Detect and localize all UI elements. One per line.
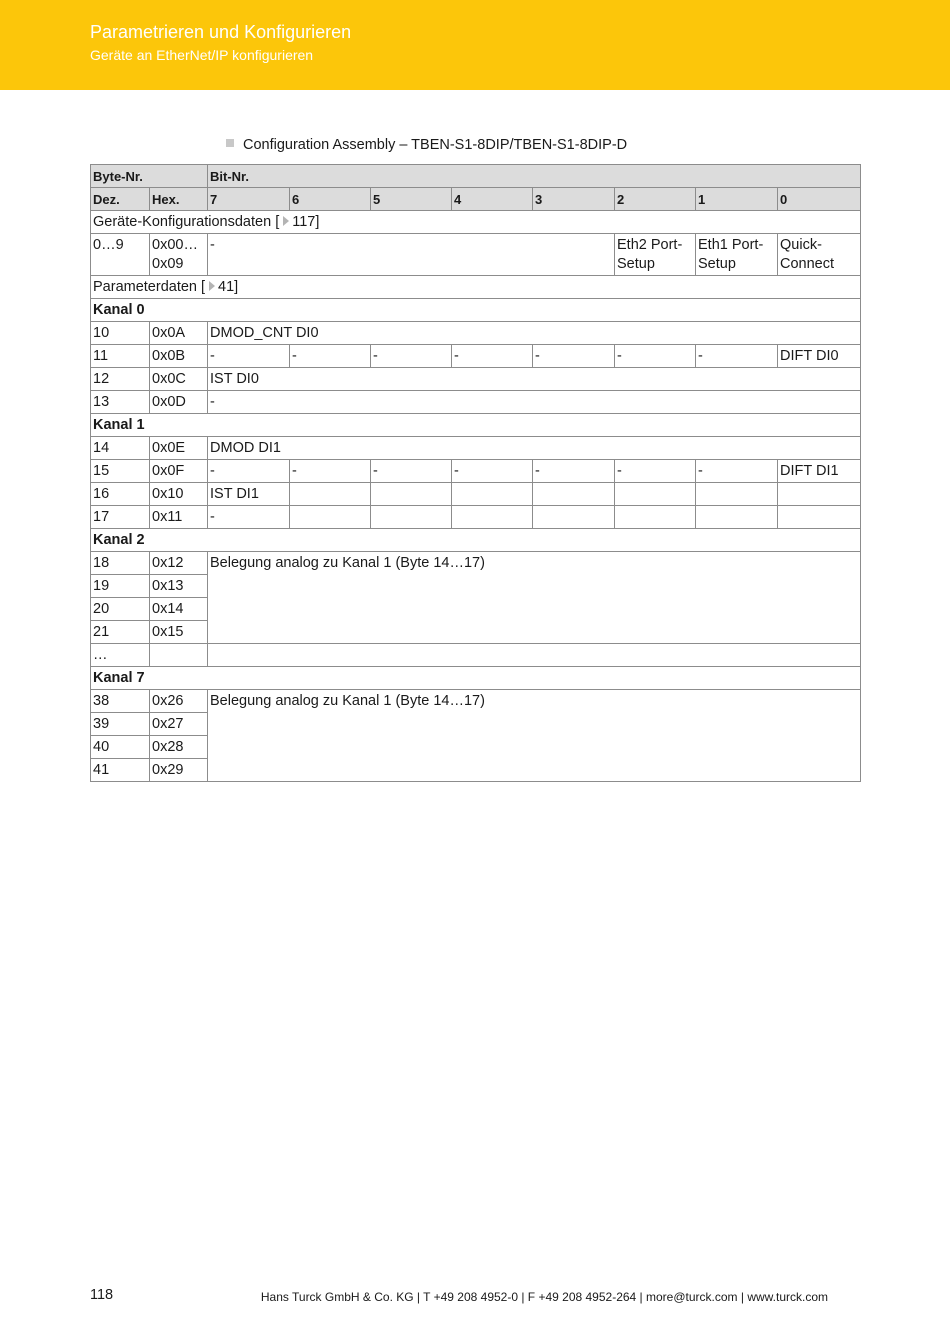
table-row bbox=[91, 437, 861, 460]
table-row bbox=[91, 506, 861, 529]
dez-cell: 16 bbox=[91, 483, 150, 506]
hex-cell: 0x15 bbox=[150, 621, 208, 644]
section-row-geraete bbox=[91, 211, 861, 234]
hex-cell: 0x11 bbox=[150, 506, 208, 529]
table-caption bbox=[226, 137, 627, 153]
table-row bbox=[91, 552, 861, 575]
bit-7-cell: IST DI1 bbox=[208, 483, 290, 506]
empty-cell bbox=[208, 644, 861, 667]
hex-cell: 0x0D bbox=[150, 391, 208, 414]
section-cell bbox=[91, 276, 861, 299]
group-label: Kanal 2 bbox=[91, 529, 861, 552]
table-row bbox=[91, 322, 861, 345]
bit-2-line-2: Setup bbox=[617, 256, 655, 272]
dez-cell: 41 bbox=[91, 759, 150, 782]
value-cell: - bbox=[208, 391, 861, 414]
bit-1-line-2: Setup bbox=[698, 256, 736, 272]
bit-0-line-1: Quick- bbox=[780, 237, 822, 253]
bit-6-header: 6 bbox=[290, 188, 371, 211]
header-row-2 bbox=[91, 188, 861, 211]
chapter-title: Parametrieren und Konfigurieren bbox=[90, 22, 352, 42]
bit-7-cell: - bbox=[208, 345, 290, 368]
table-row bbox=[91, 234, 861, 276]
hex-cell: 0x26 bbox=[150, 690, 208, 713]
hex-cell: 0x0E bbox=[150, 437, 208, 460]
page-number: 118 bbox=[90, 1287, 114, 1303]
bit-2-header: 2 bbox=[615, 188, 696, 211]
bit-0-cell: DIFT DI1 bbox=[778, 460, 861, 483]
value-cell: DMOD_CNT DI0 bbox=[208, 322, 861, 345]
configuration-assembly-table bbox=[90, 164, 861, 782]
bit-2-line-1: Eth2 Port- bbox=[617, 237, 683, 253]
bit-3-header: 3 bbox=[533, 188, 615, 211]
bit-5-cell: - bbox=[371, 345, 452, 368]
empty-cell bbox=[778, 483, 861, 506]
ellipsis-row bbox=[91, 644, 861, 667]
dez-cell: 11 bbox=[91, 345, 150, 368]
dez-cell: 13 bbox=[91, 391, 150, 414]
empty-cell bbox=[696, 483, 778, 506]
hex-cell: 0x29 bbox=[150, 759, 208, 782]
empty-cell bbox=[371, 483, 452, 506]
bit-6-cell: - bbox=[290, 460, 371, 483]
table-row bbox=[91, 368, 861, 391]
ref-bracket: [ bbox=[275, 214, 280, 230]
ref-bracket: [ bbox=[201, 279, 206, 295]
dez-cell: 15 bbox=[91, 460, 150, 483]
section-subtitle: Geräte an EtherNet/IP konfigurieren bbox=[90, 47, 314, 63]
empty-cell bbox=[290, 506, 371, 529]
table-row bbox=[91, 460, 861, 483]
dez-cell: 17 bbox=[91, 506, 150, 529]
hex-cell: 0x27 bbox=[150, 713, 208, 736]
dez-cell: 19 bbox=[91, 575, 150, 598]
page-reference-arrow-icon[interactable] bbox=[283, 216, 289, 226]
bit-7-cell: - bbox=[208, 506, 290, 529]
bit-5-cell: - bbox=[371, 460, 452, 483]
bit-0-cell: DIFT DI0 bbox=[778, 345, 861, 368]
header-row-1 bbox=[91, 165, 861, 188]
bit-1-header: 1 bbox=[696, 188, 778, 211]
empty-cell bbox=[452, 506, 533, 529]
bit-4-cell: - bbox=[452, 345, 533, 368]
bit-0-line-2: Connect bbox=[780, 256, 835, 272]
empty-cell bbox=[615, 506, 696, 529]
hex-line-2: 0x09 bbox=[152, 256, 184, 272]
square-bullet-icon bbox=[226, 139, 234, 147]
byte-nr-header: Byte-Nr. bbox=[91, 165, 208, 188]
empty-cell bbox=[371, 506, 452, 529]
table-row bbox=[91, 391, 861, 414]
table-row bbox=[91, 690, 861, 713]
bit-2-cell: - bbox=[615, 460, 696, 483]
dez-cell: 39 bbox=[91, 713, 150, 736]
empty-cell bbox=[533, 483, 615, 506]
dez-cell: 12 bbox=[91, 368, 150, 391]
empty-cell bbox=[778, 506, 861, 529]
empty-cell bbox=[150, 644, 208, 667]
page-reference-link[interactable]: 117] bbox=[292, 214, 320, 230]
analog-note-cell: Belegung analog zu Kanal 1 (Byte 14…17) bbox=[208, 552, 861, 644]
bit-6-cell: - bbox=[290, 345, 371, 368]
hex-cell: 0x14 bbox=[150, 598, 208, 621]
empty-cell bbox=[533, 506, 615, 529]
section-cell bbox=[91, 211, 861, 234]
hex-cell: 0x0F bbox=[150, 460, 208, 483]
hex-cell: 0x12 bbox=[150, 552, 208, 575]
bits-7-3-cell: - bbox=[208, 234, 615, 276]
page-header bbox=[0, 0, 950, 90]
hex-cell: 0x0B bbox=[150, 345, 208, 368]
group-row-kanal-0 bbox=[91, 299, 861, 322]
bit-4-cell: - bbox=[452, 460, 533, 483]
bit-2-cell bbox=[615, 234, 696, 276]
group-row-kanal-1 bbox=[91, 414, 861, 437]
bit-3-cell: - bbox=[533, 460, 615, 483]
dez-header: Dez. bbox=[91, 188, 150, 211]
dez-cell: 21 bbox=[91, 621, 150, 644]
group-row-kanal-2 bbox=[91, 529, 861, 552]
empty-cell bbox=[615, 483, 696, 506]
ellipsis-cell: … bbox=[91, 644, 150, 667]
page-reference-link[interactable]: 41] bbox=[218, 279, 239, 295]
page-reference-arrow-icon[interactable] bbox=[209, 281, 215, 291]
caption-text: Configuration Assembly – TBEN-S1-8DIP/TBEN-S1-8DIP-D bbox=[243, 137, 628, 153]
bit-1-cell: - bbox=[696, 460, 778, 483]
footer-contact: Hans Turck GmbH & Co. KG | T +49 208 4952-0 | F +49 208 4952-264 | more@turck.com | www.turck.com bbox=[260, 1290, 828, 1304]
bit-3-cell: - bbox=[533, 345, 615, 368]
dez-cell: 18 bbox=[91, 552, 150, 575]
section-label: Geräte-Konfigurationsdaten bbox=[93, 214, 272, 230]
hex-cell: 0x0A bbox=[150, 322, 208, 345]
bit-0-header: 0 bbox=[778, 188, 861, 211]
bit-1-line-1: Eth1 Port- bbox=[698, 237, 764, 253]
empty-cell bbox=[290, 483, 371, 506]
dez-cell: 0…9 bbox=[91, 234, 150, 276]
dez-cell: 14 bbox=[91, 437, 150, 460]
group-label: Kanal 7 bbox=[91, 667, 861, 690]
table-row bbox=[91, 345, 861, 368]
section-row-param bbox=[91, 276, 861, 299]
hex-cell: 0x13 bbox=[150, 575, 208, 598]
bit-5-header: 5 bbox=[371, 188, 452, 211]
group-label: Kanal 1 bbox=[91, 414, 861, 437]
dez-cell: 40 bbox=[91, 736, 150, 759]
group-label: Kanal 0 bbox=[91, 299, 861, 322]
empty-cell bbox=[696, 506, 778, 529]
hex-header: Hex. bbox=[150, 188, 208, 211]
hex-line-1: 0x00… bbox=[152, 237, 198, 253]
dez-cell: 10 bbox=[91, 322, 150, 345]
analog-note-cell: Belegung analog zu Kanal 1 (Byte 14…17) bbox=[208, 690, 861, 782]
table-row bbox=[91, 483, 861, 506]
group-row-kanal-7 bbox=[91, 667, 861, 690]
hex-cell: 0x10 bbox=[150, 483, 208, 506]
section-label: Parameterdaten bbox=[93, 279, 197, 295]
bit-2-cell: - bbox=[615, 345, 696, 368]
bit-7-cell: - bbox=[208, 460, 290, 483]
bit-1-cell: - bbox=[696, 345, 778, 368]
hex-cell bbox=[150, 234, 208, 276]
value-cell: IST DI0 bbox=[208, 368, 861, 391]
bit-7-header: 7 bbox=[208, 188, 290, 211]
hex-cell: 0x0C bbox=[150, 368, 208, 391]
value-cell: DMOD DI1 bbox=[208, 437, 861, 460]
bit-nr-header: Bit-Nr. bbox=[208, 165, 861, 188]
empty-cell bbox=[452, 483, 533, 506]
dez-cell: 38 bbox=[91, 690, 150, 713]
hex-cell: 0x28 bbox=[150, 736, 208, 759]
bit-0-cell bbox=[778, 234, 861, 276]
dez-cell: 20 bbox=[91, 598, 150, 621]
bit-1-cell bbox=[696, 234, 778, 276]
bit-4-header: 4 bbox=[452, 188, 533, 211]
